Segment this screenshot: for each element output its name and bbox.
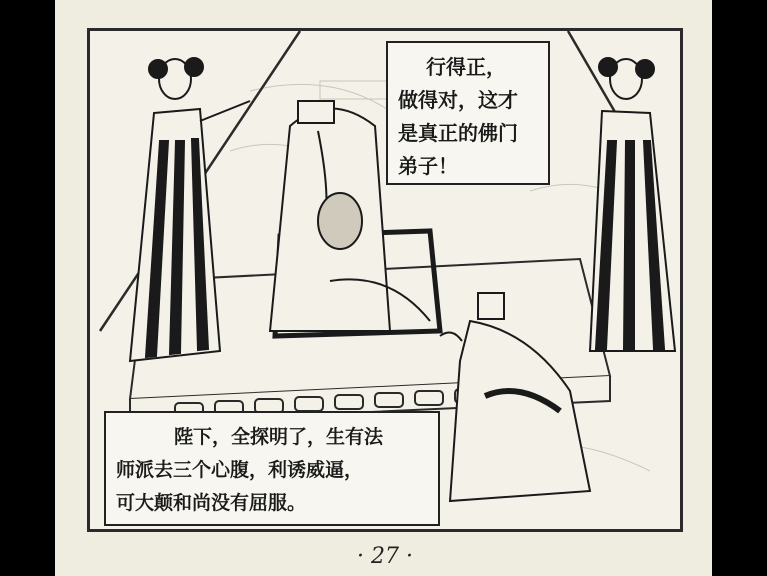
speech-line: 行得正， — [426, 55, 506, 79]
speech-line: 弟子！ — [398, 154, 458, 178]
speech-bubble-official — [104, 411, 440, 526]
page-number: · 27 · — [357, 544, 413, 569]
speech-line: 陛下，全探明了，生有法 — [174, 426, 384, 448]
speech-line: 是真正的佛门 — [398, 121, 518, 145]
comic-panel — [87, 28, 683, 532]
speech-line: 做得对，这才 — [398, 88, 518, 112]
speech-line: 师派去三个心腹，利诱威逼， — [116, 459, 364, 481]
comic-page — [55, 0, 712, 576]
right-attendant — [590, 58, 675, 351]
speech-line: 可大颠和尚没有屈服。 — [116, 492, 307, 514]
speech-bubble-emperor — [386, 41, 550, 185]
